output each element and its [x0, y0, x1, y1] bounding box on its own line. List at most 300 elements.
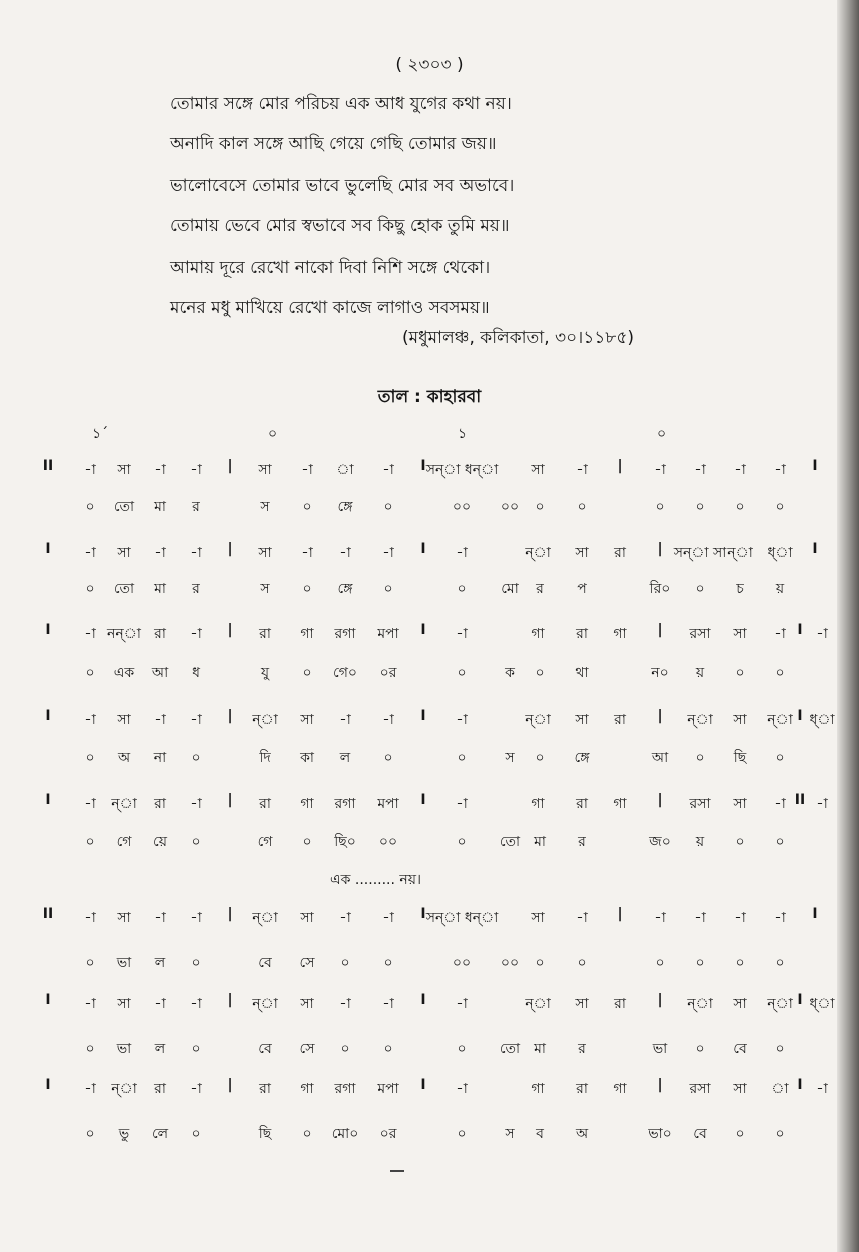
- bar-line: |: [227, 906, 233, 922]
- swara-cell: -া: [382, 996, 394, 1012]
- swara-cell: -া: [694, 910, 706, 926]
- swara-row: [0, 622, 859, 652]
- swara-cell: ন্া: [767, 712, 793, 728]
- syllable-cell: কা: [300, 750, 314, 766]
- bar-line: I: [420, 708, 426, 724]
- syllable-cell: ভা: [116, 1041, 132, 1057]
- swara-cell: -া: [190, 626, 202, 642]
- bar-line: I: [420, 541, 426, 557]
- page-footer-mark: [390, 1170, 404, 1172]
- syllable-cell: ০: [85, 955, 95, 971]
- bar-line: I: [812, 906, 818, 922]
- swara-row: [0, 792, 859, 822]
- syllable-cell: বে: [693, 1126, 707, 1142]
- swara-cell: -া: [339, 910, 351, 926]
- syllable-cell: র: [578, 1041, 586, 1057]
- bar-line: |: [657, 1077, 663, 1093]
- syllable-cell: দি: [259, 750, 271, 766]
- swara-cell: -া: [576, 462, 588, 478]
- syllable-cell: ভা: [116, 955, 132, 971]
- syllable-cell: ০: [695, 955, 705, 971]
- swara-cell: গা: [531, 626, 545, 642]
- syllable-cell: র: [578, 834, 586, 850]
- syllable-cell: ঙ্গে: [574, 750, 590, 766]
- syllable-cell: ভু: [118, 1126, 130, 1142]
- swara-cell: -া: [654, 462, 666, 478]
- swara-cell: -া: [774, 462, 786, 478]
- swara-cell: সা: [531, 462, 545, 478]
- syllable-cell: সে: [299, 1041, 315, 1057]
- syllable-cell: প: [577, 581, 587, 597]
- syllable-cell: য়: [695, 665, 705, 681]
- swara-cell: -া: [190, 996, 202, 1012]
- swara-cell: -া: [190, 1081, 202, 1097]
- syllable-cell: ০: [735, 665, 745, 681]
- lyric-line: তোমায় ভেবে মোর স্বভাবে সব কিছু হোক তুমি ময়॥: [170, 216, 510, 236]
- bar-line: I: [420, 906, 426, 922]
- bar-line: I: [420, 792, 426, 808]
- swara-cell: -া: [84, 910, 96, 926]
- swara-cell: -া: [816, 796, 828, 812]
- lyric-line: তোমার সঙ্গে মোর পরিচয় এক আধ যুগের কথা নয়।: [170, 94, 512, 114]
- swara-cell: -া: [456, 712, 468, 728]
- swara-cell: -া: [84, 1081, 96, 1097]
- bar-line: I: [420, 1077, 426, 1093]
- source-credit: (মধুমালঞ্চ, কলিকাতা, ৩০।১১৮৫): [402, 328, 634, 348]
- swara-cell: রা: [576, 1081, 588, 1097]
- swara-cell: সা: [733, 996, 747, 1012]
- swara-cell: ন্া: [767, 996, 793, 1012]
- swara-cell: -া: [190, 545, 202, 561]
- syllable-cell: গে: [116, 834, 132, 850]
- syllable-cell: আ: [151, 665, 169, 681]
- syllable-cell: ০: [735, 499, 745, 515]
- swara-cell: মপা: [377, 1081, 399, 1097]
- bar-line: I: [812, 458, 818, 474]
- syllable-cell: মা: [534, 834, 546, 850]
- syllable-cell: ০: [191, 750, 201, 766]
- bar-line: I: [420, 458, 426, 474]
- swara-cell: সা: [575, 545, 589, 561]
- lyric-line: অনাদি কাল সঙ্গে আছি গেয়ে গেছি তোমার জয়॥: [170, 134, 497, 154]
- swara-cell: -া: [84, 626, 96, 642]
- syllable-cell: য়: [695, 834, 705, 850]
- syllable-cell: ০: [302, 665, 312, 681]
- swara-cell: সা: [300, 712, 314, 728]
- syllable-cell: তো: [499, 834, 521, 850]
- syllable-cell: ০: [383, 750, 393, 766]
- syllable-cell: এক: [113, 665, 135, 681]
- syllable-cell: বে: [258, 1041, 272, 1057]
- swara-cell: রা: [614, 545, 626, 561]
- syllable-cell: ০০: [500, 499, 520, 515]
- swara-cell: সা: [733, 712, 747, 728]
- swara-cell: রা: [259, 796, 271, 812]
- syllable-cell: ০র: [379, 665, 397, 681]
- swara-cell: রা: [614, 996, 626, 1012]
- swara-cell: ন্া: [525, 545, 551, 561]
- swara-cell: -া: [84, 462, 96, 478]
- syllable-cell: ০: [775, 834, 785, 850]
- swara-cell: ধ্া: [809, 996, 835, 1012]
- swara-cell: -া: [576, 910, 588, 926]
- syllable-cell: ০: [383, 1041, 393, 1057]
- swara-cell: গা: [613, 796, 627, 812]
- beat-marker: ১´: [92, 426, 109, 442]
- swara-cell: রা: [154, 1081, 166, 1097]
- swara-cell: রসা: [689, 1081, 711, 1097]
- swara-cell: গা: [531, 796, 545, 812]
- syllable-cell: ০: [457, 581, 467, 597]
- syllable-row: [0, 577, 859, 607]
- swara-cell: -া: [734, 462, 746, 478]
- bar-line: II: [42, 906, 54, 922]
- swara-cell: -া: [456, 796, 468, 812]
- bar-line: II: [794, 792, 806, 808]
- syllable-cell: ০: [735, 834, 745, 850]
- swara-cell: -া: [154, 545, 166, 561]
- syllable-cell: ০: [535, 750, 545, 766]
- bar-line: |: [227, 458, 233, 474]
- syllable-cell: ০: [457, 750, 467, 766]
- syllable-cell: ০: [695, 1041, 705, 1057]
- syllable-cell: ০: [302, 581, 312, 597]
- swara-cell: -া: [456, 996, 468, 1012]
- syllable-cell: ০: [85, 499, 95, 515]
- bar-line: |: [657, 792, 663, 808]
- swara-cell: ধ্া: [809, 712, 835, 728]
- swara-cell: রা: [576, 626, 588, 642]
- swara-row: [0, 906, 859, 936]
- lyric-line: মনের মধু মাখিয়ে রেখো কাজে লাগাও সবসময়॥: [170, 298, 490, 318]
- swara-cell: -া: [339, 996, 351, 1012]
- syllable-cell: মা: [154, 581, 166, 597]
- syllable-cell: ০: [191, 955, 201, 971]
- swara-cell: -া: [84, 796, 96, 812]
- swara-cell: মপা: [377, 796, 399, 812]
- syllable-cell: র: [536, 581, 544, 597]
- syllable-cell: গে০: [333, 665, 357, 681]
- syllable-cell: ০: [735, 1126, 745, 1142]
- syllable-cell: ০: [85, 581, 95, 597]
- bar-line: I: [420, 992, 426, 1008]
- swara-cell: রা: [576, 796, 588, 812]
- syllable-cell: বে: [258, 955, 272, 971]
- syllable-cell: স: [260, 499, 270, 515]
- lyric-line: আমায় দূরে রেখো নাকো দিবা নিশি সঙ্গে থেকো।: [170, 258, 491, 278]
- swara-cell: সা: [117, 910, 131, 926]
- syllable-cell: ধ: [192, 665, 200, 681]
- syllable-cell: ০০: [452, 499, 472, 515]
- swara-cell: সন্া ধন্া: [425, 910, 499, 926]
- bar-line: |: [227, 708, 233, 724]
- syllable-cell: ০: [457, 665, 467, 681]
- syllable-cell: চ: [736, 581, 744, 597]
- swara-cell: সা: [733, 796, 747, 812]
- bar-line: I: [45, 792, 51, 808]
- swara-cell: রসা: [689, 796, 711, 812]
- syllable-cell: ০: [457, 1126, 467, 1142]
- swara-cell: নন্া: [107, 626, 141, 642]
- syllable-cell: ল: [154, 955, 166, 971]
- swara-cell: ন্া: [687, 712, 713, 728]
- beat-marker: ০: [657, 426, 667, 442]
- swara-cell: -া: [382, 712, 394, 728]
- swara-cell: গা: [300, 1081, 314, 1097]
- swara-cell: ধ্া: [767, 545, 793, 561]
- swara-cell: সা: [575, 712, 589, 728]
- bar-line: II: [42, 458, 54, 474]
- swara-row: [0, 541, 859, 571]
- syllable-cell: ০: [191, 834, 201, 850]
- swara-cell: -া: [154, 462, 166, 478]
- swara-cell: সা: [733, 1081, 747, 1097]
- swara-cell: -া: [84, 545, 96, 561]
- syllable-cell: র: [192, 499, 200, 515]
- syllable-cell: না: [153, 750, 167, 766]
- syllable-cell: ল: [154, 1041, 166, 1057]
- beat-marker: ০: [268, 426, 278, 442]
- syllable-cell: র: [192, 581, 200, 597]
- swara-cell: -া: [190, 462, 202, 478]
- swara-cell: -া: [84, 712, 96, 728]
- syllable-cell: ০: [735, 955, 745, 971]
- swara-cell: -া: [816, 626, 828, 642]
- bar-line: |: [227, 622, 233, 638]
- swara-cell: ন্া: [525, 712, 551, 728]
- bar-line: |: [617, 906, 623, 922]
- swara-cell: সা: [300, 910, 314, 926]
- syllable-cell: ০: [191, 1126, 201, 1142]
- syllable-cell: ০: [340, 1041, 350, 1057]
- syllable-cell: ০: [457, 834, 467, 850]
- swara-cell: সা: [117, 712, 131, 728]
- swara-cell: সা: [531, 910, 545, 926]
- swara-cell: -া: [774, 796, 786, 812]
- bar-line: I: [45, 541, 51, 557]
- swara-cell: -া: [154, 996, 166, 1012]
- page-number: ( ২৩০৩ ): [395, 55, 464, 75]
- syllable-cell: ০: [383, 955, 393, 971]
- syllable-cell: মো: [501, 581, 519, 597]
- syllable-cell: সে: [299, 955, 315, 971]
- swara-cell: সা: [258, 462, 272, 478]
- syllable-cell: ০: [775, 1041, 785, 1057]
- syllable-cell: ০: [383, 581, 393, 597]
- syllable-cell: ০: [535, 499, 545, 515]
- syllable-cell: জ০: [649, 834, 671, 850]
- swara-row: [0, 708, 859, 738]
- syllable-cell: য়: [775, 581, 785, 597]
- swara-cell: রসা: [689, 626, 711, 642]
- syllable-cell: ন০: [651, 665, 669, 681]
- swara-row: [0, 1077, 859, 1107]
- syllable-cell: ঙ্গে: [337, 581, 353, 597]
- syllable-cell: থা: [575, 665, 589, 681]
- bar-line: I: [797, 992, 803, 1008]
- swara-cell: গা: [531, 1081, 545, 1097]
- syllable-cell: ০: [655, 955, 665, 971]
- syllable-cell: ০: [695, 499, 705, 515]
- syllable-cell: ০: [302, 834, 312, 850]
- syllable-cell: বে: [733, 1041, 747, 1057]
- syllable-cell: যু: [260, 665, 270, 681]
- syllable-cell: তো: [499, 1041, 521, 1057]
- bar-line: |: [227, 992, 233, 1008]
- swara-cell: -া: [774, 626, 786, 642]
- bar-line: I: [45, 1077, 51, 1093]
- bar-line: |: [657, 622, 663, 638]
- swara-cell: -া: [456, 626, 468, 642]
- syllable-cell: ছি: [733, 750, 747, 766]
- swara-cell: মপা: [377, 626, 399, 642]
- syllable-cell: ০: [85, 665, 95, 681]
- bar-line: I: [797, 1077, 803, 1093]
- bar-line: I: [420, 622, 426, 638]
- bar-line: I: [45, 992, 51, 1008]
- swara-cell: -া: [339, 712, 351, 728]
- syllable-cell: অ: [117, 750, 131, 766]
- lyrics-block: [170, 92, 590, 338]
- syllable-row: [0, 1122, 859, 1152]
- syllable-cell: ০: [85, 1126, 95, 1142]
- swara-cell: গা: [300, 796, 314, 812]
- syllable-row: [0, 830, 859, 860]
- bar-line: |: [617, 458, 623, 474]
- syllable-cell: ০: [535, 665, 545, 681]
- syllable-cell: লে: [151, 1126, 169, 1142]
- syllable-cell: ০: [775, 499, 785, 515]
- swara-cell: -া: [456, 1081, 468, 1097]
- bar-line: |: [227, 792, 233, 808]
- bar-line: |: [227, 1077, 233, 1093]
- swara-cell: -া: [190, 796, 202, 812]
- swara-cell: -া: [816, 1081, 828, 1097]
- syllable-cell: ০: [85, 1041, 95, 1057]
- syllable-cell: ০: [302, 1126, 312, 1142]
- bar-line: I: [797, 708, 803, 724]
- swara-cell: রা: [154, 626, 166, 642]
- syllable-cell: ০: [655, 499, 665, 515]
- syllable-cell: মা: [154, 499, 166, 515]
- syllable-cell: ০০: [452, 955, 472, 971]
- syllable-cell: ০: [577, 955, 587, 971]
- swara-row: [0, 458, 859, 488]
- swara-cell: ন্া: [111, 796, 137, 812]
- swara-cell: গা: [613, 626, 627, 642]
- swara-cell: সা: [300, 996, 314, 1012]
- syllable-row: [0, 661, 859, 691]
- syllable-cell: রি০: [649, 581, 671, 597]
- syllable-cell: ০: [775, 750, 785, 766]
- swara-cell: -া: [774, 910, 786, 926]
- bar-line: |: [657, 541, 663, 557]
- swara-cell: সা: [117, 996, 131, 1012]
- swara-cell: -া: [382, 545, 394, 561]
- swara-cell: সা: [733, 626, 747, 642]
- swara-cell: -া: [154, 712, 166, 728]
- swara-cell: সা: [117, 462, 131, 478]
- syllable-cell: ছি০: [334, 834, 356, 850]
- swara-cell: ন্া: [252, 712, 278, 728]
- syllable-cell: য়ে: [153, 834, 167, 850]
- swara-cell: -া: [456, 545, 468, 561]
- swara-cell: রা: [154, 796, 166, 812]
- syllable-cell: ক: [505, 665, 515, 681]
- syllable-cell: ০: [775, 1126, 785, 1142]
- swara-cell: -া: [382, 910, 394, 926]
- swara-cell: সা: [258, 545, 272, 561]
- swara-cell: -া: [190, 712, 202, 728]
- swara-cell: ন্া: [525, 996, 551, 1012]
- swara-cell: -া: [694, 462, 706, 478]
- beat-marker: ১: [458, 426, 468, 442]
- swara-cell: গা: [300, 626, 314, 642]
- syllable-cell: স: [260, 581, 270, 597]
- syllable-cell: ০০: [500, 955, 520, 971]
- syllable-cell: ০: [302, 499, 312, 515]
- syllable-cell: ভা০: [648, 1126, 672, 1142]
- bar-line: |: [227, 541, 233, 557]
- syllable-cell: ০: [577, 499, 587, 515]
- syllable-row: [0, 495, 859, 525]
- lyric-line: ভালোবেসে তোমার ভাবে ভুলেছি মোর সব অভাবে।: [170, 176, 515, 196]
- swara-cell: ন্া: [111, 1081, 137, 1097]
- syllable-cell: ব: [536, 1126, 544, 1142]
- syllable-cell: ভা: [652, 1041, 668, 1057]
- syllable-cell: মো০: [331, 1126, 359, 1142]
- syllable-cell: ০: [695, 750, 705, 766]
- bar-line: |: [657, 992, 663, 1008]
- bar-line: |: [657, 708, 663, 724]
- refrain-marker: এক ......... নয়।: [330, 872, 422, 888]
- bar-line: I: [797, 622, 803, 638]
- syllable-cell: ০০: [378, 834, 398, 850]
- syllable-cell: মা: [534, 1041, 546, 1057]
- swara-cell: রগা: [334, 1081, 356, 1097]
- syllable-cell: ০: [775, 665, 785, 681]
- swara-cell: সা: [117, 545, 131, 561]
- swara-cell: -া: [301, 545, 313, 561]
- syllable-cell: ০: [457, 1041, 467, 1057]
- swara-cell: সন্া সা: [673, 545, 727, 561]
- bar-line: I: [45, 708, 51, 724]
- swara-cell: া: [336, 462, 354, 478]
- swara-cell: -া: [301, 462, 313, 478]
- bar-line: I: [45, 622, 51, 638]
- syllable-cell: তো: [113, 581, 135, 597]
- syllable-cell: তো: [113, 499, 135, 515]
- syllable-cell: আ: [651, 750, 669, 766]
- bar-line: I: [812, 541, 818, 557]
- swara-cell: রা: [259, 1081, 271, 1097]
- syllable-cell: ০: [85, 750, 95, 766]
- swara-cell: গা: [613, 1081, 627, 1097]
- swara-row: [0, 992, 859, 1022]
- swara-cell: রগা: [334, 796, 356, 812]
- swara-cell: সা: [575, 996, 589, 1012]
- swara-cell: া: [771, 1081, 789, 1097]
- syllable-cell: স: [505, 1126, 515, 1142]
- swara-cell: -া: [154, 910, 166, 926]
- syllable-cell: ০: [85, 834, 95, 850]
- syllable-cell: ছি: [258, 1126, 272, 1142]
- swara-cell: রা: [614, 712, 626, 728]
- swara-cell: -া: [382, 462, 394, 478]
- syllable-cell: ০: [535, 955, 545, 971]
- swara-cell: ন্া: [687, 996, 713, 1012]
- syllable-cell: ০: [775, 955, 785, 971]
